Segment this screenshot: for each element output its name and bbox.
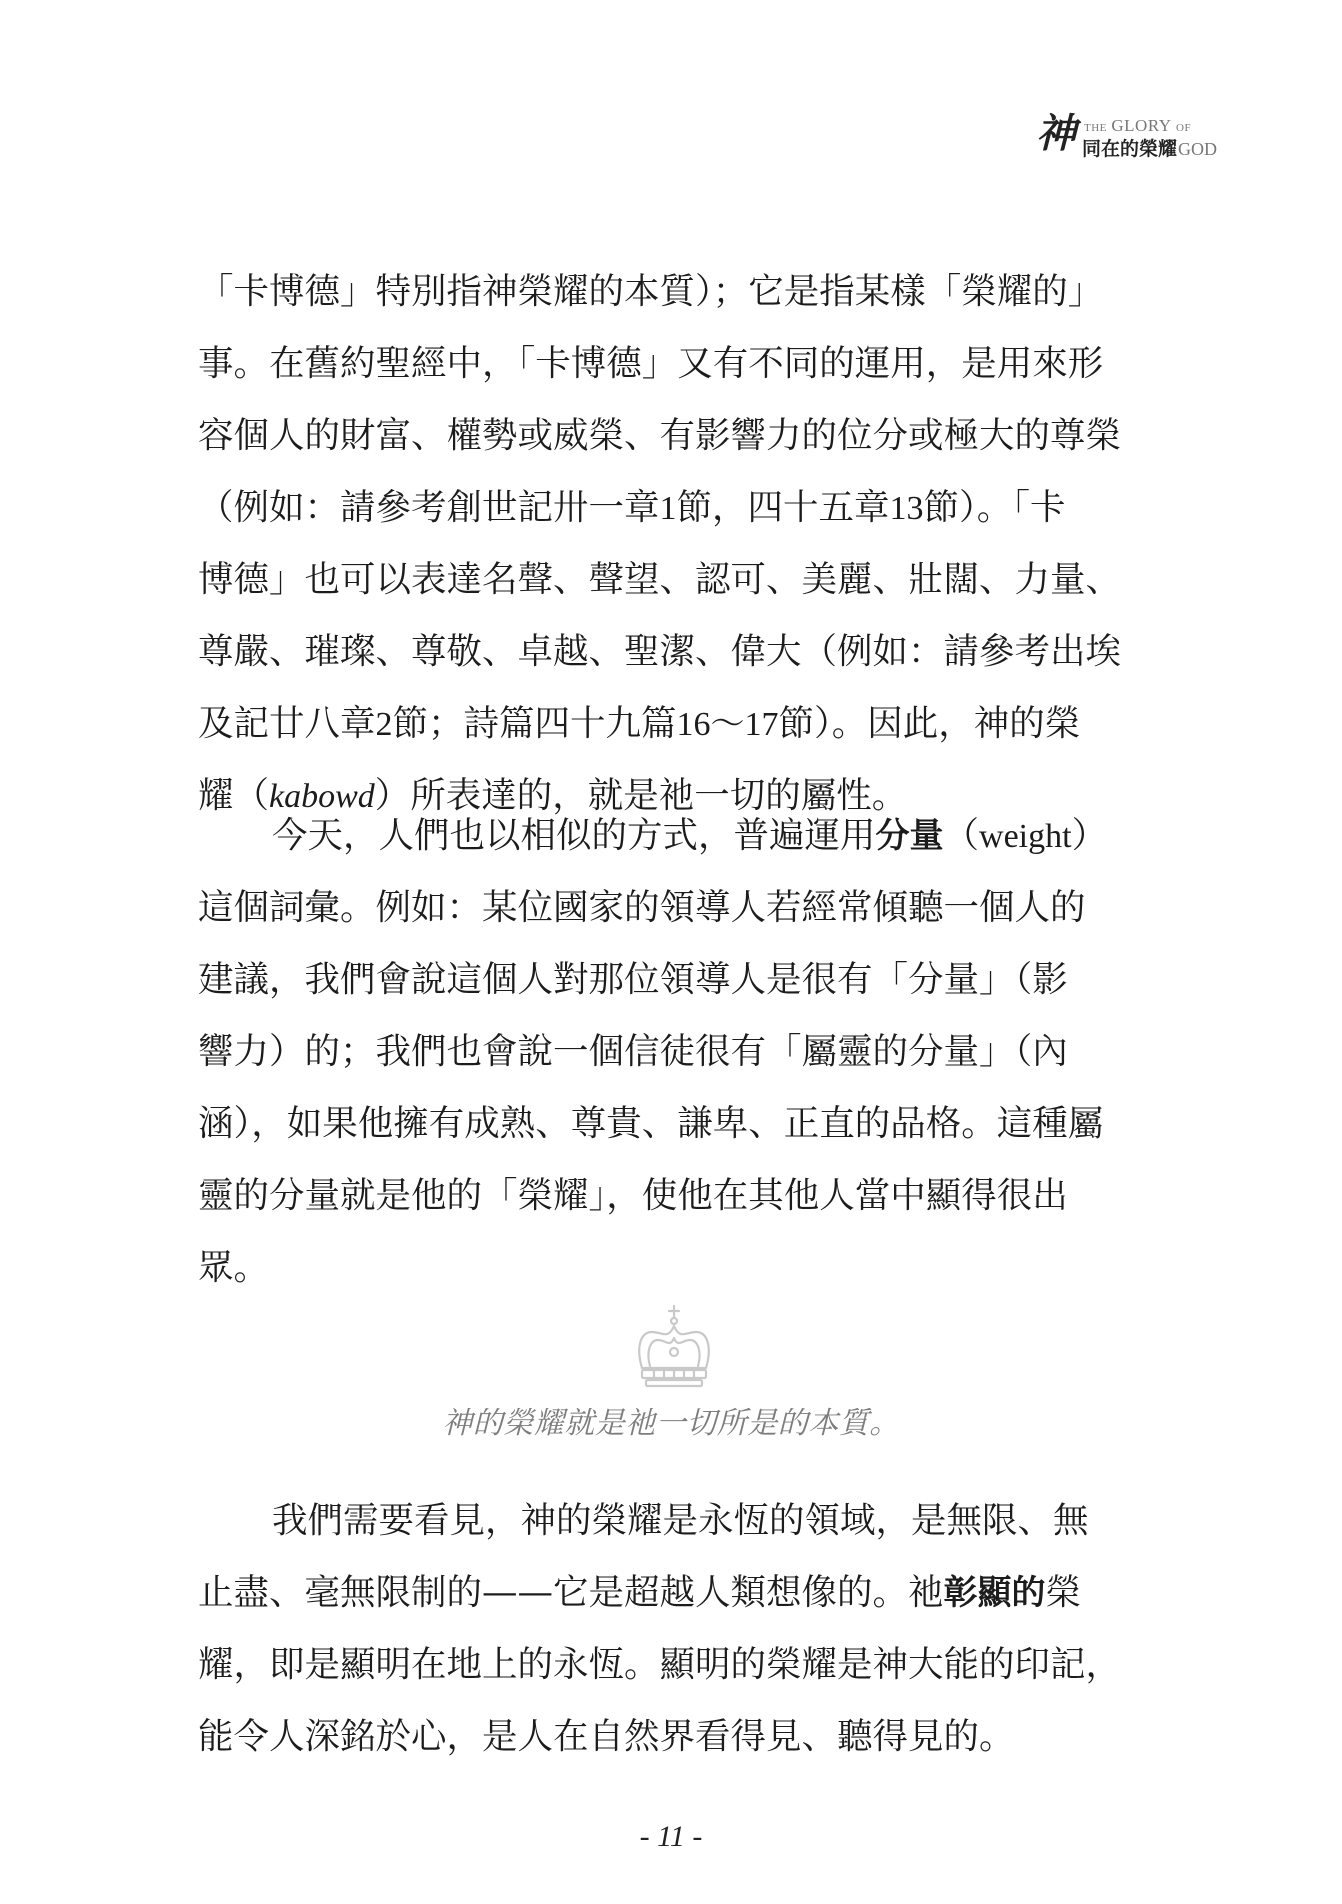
text-line: 靈的分量就是他的「榮耀」，使他在其他人當中顯得很出 — [198, 1175, 1068, 1216]
emphasis-term: 分量 — [875, 816, 944, 856]
verse-number: 13 — [889, 490, 924, 527]
text-run: 節；詩篇四十九篇 — [392, 703, 677, 744]
text-line — [198, 1557, 1158, 1629]
hebrew-term: kabowd — [269, 778, 375, 815]
paragraph-3 — [198, 1485, 1158, 1773]
text-run: ） — [1071, 815, 1108, 856]
text-line: 響力）的；我們也會說一個信徒很有「屬靈的分量」（內 — [198, 1031, 1068, 1072]
text-line: 博德」也可以表達名聲、聲望、認可、美麗、壯闊、力量、 — [198, 559, 1122, 600]
text-run: 節）。因此，神的榮 — [778, 703, 1081, 744]
page-number: - 11 - — [639, 1820, 703, 1853]
text-run: 耀（ — [198, 775, 270, 816]
header-god: GOD — [1178, 139, 1218, 159]
pull-quote: 神的榮耀就是祂一切所是的本質。 — [442, 1406, 900, 1441]
text-line: 建議，我們會說這個人對那位領導人是很有「分量」（影 — [198, 959, 1068, 1000]
text-line: 事。在舊約聖經中，「卡博德」又有不同的運用，是用來形 — [198, 343, 1104, 384]
verse-number: 16～17 — [676, 706, 779, 743]
text-run: 榮 — [1045, 1572, 1082, 1613]
header-english-top — [1084, 116, 1191, 136]
header-subtitle — [1082, 134, 1217, 161]
verse-number: 2 — [375, 706, 393, 743]
crown-icon — [632, 1304, 716, 1390]
text-line — [198, 800, 1158, 872]
header-the: THE — [1084, 122, 1107, 134]
header-big-char: 神 — [1036, 110, 1076, 157]
text-line: 我們需要看見，神的榮耀是永恆的領域，是無限、無 — [272, 1500, 1089, 1541]
header-glory: GLORY — [1111, 116, 1172, 135]
english-term: weight — [979, 818, 1072, 855]
text-run: ）所表達的，就是祂一切的屬性。 — [374, 775, 908, 816]
text-line — [198, 472, 1158, 544]
text-line: 尊嚴、璀璨、尊敬、卓越、聖潔、偉大（例如：請參考出埃 — [198, 631, 1122, 672]
text-line: 眾。 — [198, 1247, 270, 1288]
text-line: 耀，即是顯明在地上的永恆。顯明的榮耀是神大能的印記， — [198, 1644, 1122, 1685]
text-line — [198, 688, 1158, 760]
verse-number: 1 — [659, 490, 677, 527]
text-run: 節，四十五章 — [676, 487, 890, 528]
text-line: 「卡博德」特別指神榮耀的本質）；它是指某樣「榮耀的」 — [198, 271, 1104, 312]
paragraph-2 — [198, 800, 1158, 1304]
running-header — [1030, 112, 1250, 162]
header-chinese-title: 同在的榮耀 — [1082, 138, 1178, 160]
text-run: 及記廿八章 — [198, 703, 376, 744]
text-run: （ — [943, 815, 980, 856]
text-line: 涵），如果他擁有成熟、尊貴、謙卑、正直的品格。這種屬 — [198, 1103, 1104, 1144]
text-run: 止盡、毫無限制的——它是超越人類想像的。祂 — [198, 1572, 944, 1613]
emphasis-term: 彰顯的 — [943, 1573, 1046, 1613]
text-line: 容個人的財富、權勢或威榮、有影響力的位分或極大的尊榮 — [198, 415, 1122, 456]
text-run: 今天，人們也以相似的方式，普遍運用 — [272, 815, 876, 856]
text-line: 能令人深銘於心，是人在自然界看得見、聽得見的。 — [198, 1716, 1015, 1757]
text-run: 節）。「卡 — [923, 487, 1066, 528]
paragraph-1 — [198, 256, 1158, 832]
header-of: OF — [1176, 122, 1192, 134]
text-run: （例如：請參考創世記卅一章 — [198, 487, 660, 528]
text-line: 這個詞彙。例如：某位國家的領導人若經常傾聽一個人的 — [198, 887, 1086, 928]
